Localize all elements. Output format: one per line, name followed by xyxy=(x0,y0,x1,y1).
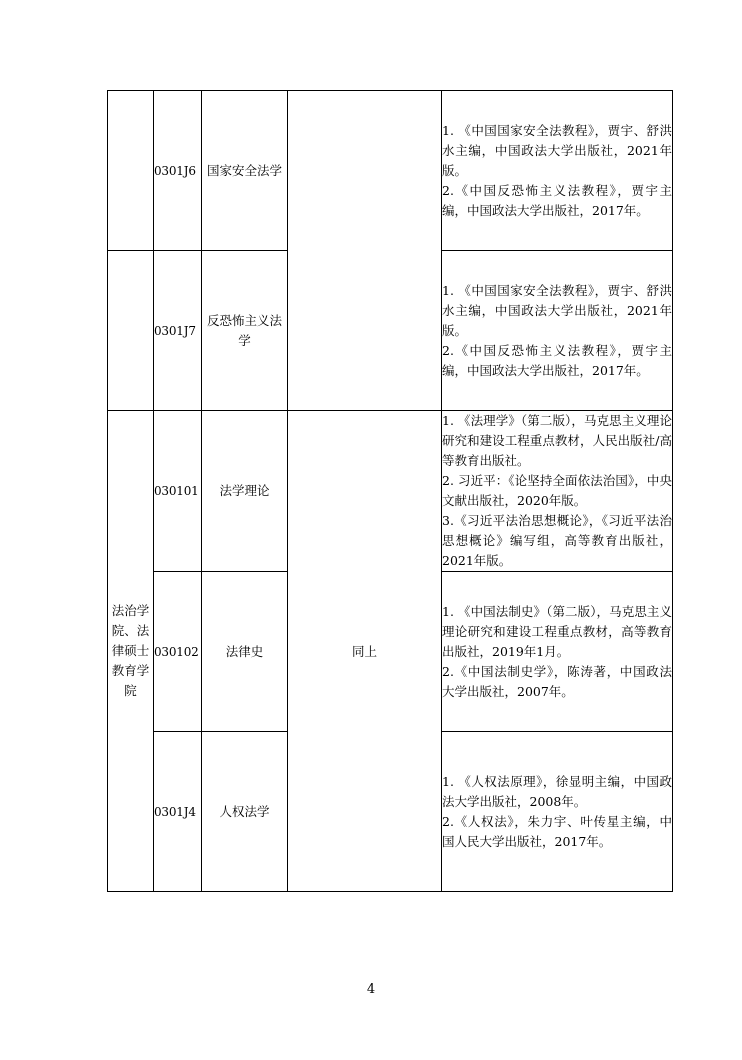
reference-books-cell xyxy=(442,251,673,411)
course-code: 0301J6 xyxy=(154,91,202,251)
course-name: 国家安全法学 xyxy=(202,91,288,251)
reference-book: 3.《习近平法治思想概论》，《习近平法治思想概论》编写组，高等教育出版社，2021年版。 xyxy=(442,513,672,568)
reference-book: 2.《中国法制史学》，陈涛著，中国政法大学出版社，2007年。 xyxy=(442,663,672,699)
reference-book: 2.《中国反恐怖主义法教程》，贾宇主编，中国政法大学出版社，2017年。 xyxy=(442,182,672,218)
page-number: 4 xyxy=(366,982,376,997)
exam-subject-cell xyxy=(288,91,442,411)
college-name: 法治学院、法律硕士教育学院 xyxy=(108,411,154,892)
reference-book: 2. 习近平：《论坚持全面依法治国》，中央文献出版社，2020年版。 xyxy=(442,473,672,508)
course-name: 法律史 xyxy=(202,572,288,732)
exam-subject-same-as-above: 同上 xyxy=(288,411,442,892)
reference-books-cell xyxy=(442,411,673,572)
college-cell-empty xyxy=(108,91,154,251)
course-name: 法学理论 xyxy=(202,411,288,572)
course-code: 0301J4 xyxy=(154,732,202,892)
course-table xyxy=(107,90,673,892)
reference-book: 2.《中国反恐怖主义法教程》，贾宇主编，中国政法大学出版社，2017年。 xyxy=(442,342,672,378)
reference-book: 1. 《中国法制史》（第二版），马克思主义理论研究和建设工程重点教材，高等教育出版社，2019年1月。 xyxy=(442,603,672,659)
reference-books-cell xyxy=(442,91,673,251)
reference-book: 1. 《法理学》（第二版），马克思主义理论研究和建设工程重点教材，人民出版社/高等教育出版社。 xyxy=(442,413,672,468)
college-cell-empty xyxy=(108,251,154,411)
course-name: 反恐怖主义法学 xyxy=(202,251,288,411)
reference-book: 2.《人权法》，朱力宇、叶传星主编，中国人民大学出版社，2017年。 xyxy=(442,813,672,849)
course-code: 0301J7 xyxy=(154,251,202,411)
reference-book: 1. 《中国国家安全法教程》，贾宇、舒洪水主编，中国政法大学出版社，2021年版。 xyxy=(442,282,672,338)
course-code: 030102 xyxy=(154,572,202,732)
reference-book: 1. 《人权法原理》，徐显明主编，中国政法大学出版社，2008年。 xyxy=(442,773,672,809)
table-row xyxy=(108,91,673,251)
reference-books-cell xyxy=(442,732,673,892)
course-code: 030101 xyxy=(154,411,202,572)
reference-books-cell xyxy=(442,572,673,732)
reference-book: 1. 《中国国家安全法教程》，贾宇、舒洪水主编，中国政法大学出版社，2021年版。 xyxy=(442,122,672,178)
course-name: 人权法学 xyxy=(202,732,288,892)
table-row xyxy=(108,411,673,572)
